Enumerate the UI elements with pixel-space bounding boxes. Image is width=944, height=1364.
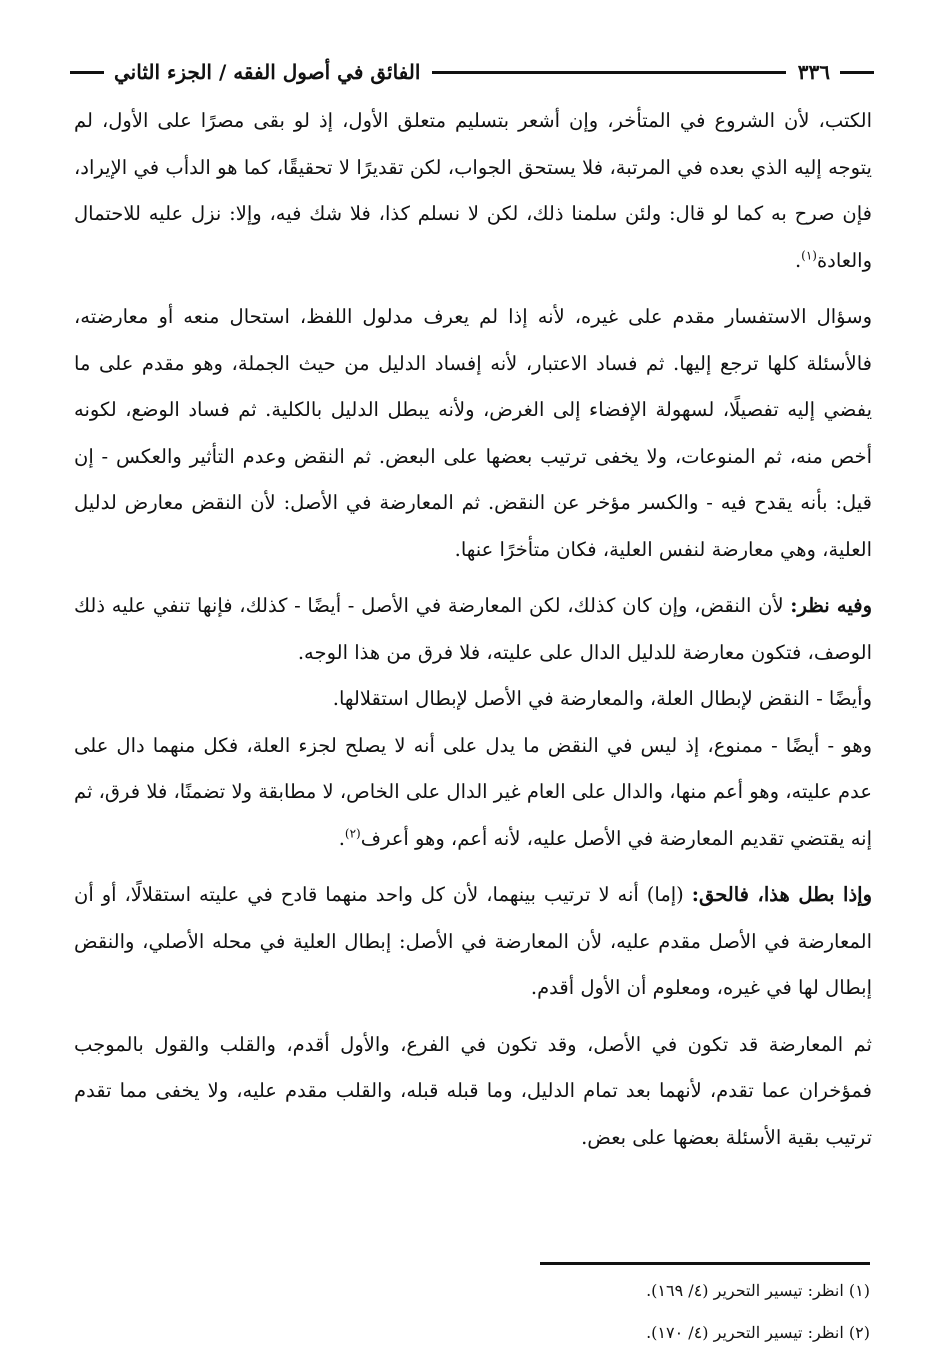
- paragraph-6: [74, 872, 872, 1012]
- footnote-2: (٢) انظر: تيسير التحرير (٤/ ١٧٠).: [646, 1323, 870, 1342]
- header-dash-right: [840, 71, 874, 74]
- paragraph-1-text: الكتب، لأن الشروع في المتأخر، وإن أشعر بتسليم متعلق الأول، إذ لو بقى مصرًا على الأول، لم يتوجه إليه الذي بعده في المرتبة، فلا يستحق الجواب، لكن تقديرًا لا تحقيقًا، كما هو الدأب في الإيراد، فإن صرح به كما لو قال: ولئن سلمنا ذلك، لكن لا نسلم كذا، فلا شك فيه، وإلا: نزل عليه للاحتمال والعادة: [74, 109, 872, 272]
- paragraph-5: [74, 723, 872, 863]
- footnote-rule: [540, 1262, 870, 1265]
- paragraph-3: [74, 583, 872, 676]
- footnote-ref-1: (١): [801, 248, 817, 262]
- header-right: [798, 60, 874, 84]
- header-left: [70, 60, 420, 84]
- paragraph-1-end: .: [794, 248, 802, 272]
- paragraph-6-lead: وإذا بطل هذا، فالحق:: [691, 883, 872, 906]
- paragraph-5-end: .: [338, 826, 345, 850]
- footnote-ref-2: (٢): [344, 826, 361, 840]
- footnotes: [74, 1270, 870, 1354]
- page-body: [74, 98, 872, 1161]
- book-title: الفائق في أصول الفقه / الجزء الثاني: [114, 60, 421, 84]
- header-rule: [432, 71, 785, 74]
- paragraph-7: ثم المعارضة قد تكون في الأصل، وقد تكون في الفرع، والأول أقدم، والقلب والقول بالموجب فمؤخران عما تقدم، لأنهما بعد تمام الدليل، وما قبله قبله، والقلب مقدم عليه، ولا يخفى مما تقدم ترتيب بقية الأسئلة بعضها على بعض.: [74, 1032, 872, 1149]
- paragraph-3-lead: وفيه نظر:: [790, 594, 872, 617]
- page-header: [70, 52, 874, 92]
- paragraph-2: وسؤال الاستفسار مقدم على غيره، لأنه إذا لم يعرف مدلول اللفظ، استحال منعه أو معارضته، فالأسئلة كلها ترجع إليها. ثم فساد الاعتبار، لأنه إفساد الدليل من حيث الجملة، وهو مقدم على ما يفضي إليه تفصيلًا، لسهولة الإفضاء إلى الغرض، ولأنه يبطل الدليل بالكلية. ثم فساد الوضع، لكونه أخص منه، ثم المنوعات، ولا يخفى ترتيب بعضها على البعض. ثم النقض وعدم التأثير والعكس - إن قيل: بأنه يقدح فيه - والكسر مؤخر عن النقض. ثم المعارضة في الأصل: لأن النقض معارض لدليل العلية، وهي معارضة لنفس العلية، فكان متأخرًا عنها.: [74, 305, 872, 561]
- header-dash-left: [70, 71, 104, 74]
- page-number: ٣٣٦: [797, 60, 830, 84]
- paragraph-3-text: لأن النقض، وإن كان كذلك، لكن المعارضة في الأصل - أيضًا - كذلك، فإنها تنفي عليه ذلك الوصف، فتكون معارضة للدليل الدال على عليته، فلا فرق من هذا الوجه.: [74, 594, 872, 664]
- paragraph-5-text: وهو - أيضًا - ممنوع، إذ ليس في النقض ما يدل على أنه لا يصلح لجزء العلة، فكل منهما دال على عدم عليته، وهو أعم منها، والدال على العام غير الدال على الخاص، لا مطابقة ولا تضمنًا، فلا فرق، ثم إنه يقتضي تقديم المعارضة في الأصل عليه، لأنه أعم، وهو أعرف: [74, 733, 872, 850]
- footnote-1: (١) انظر: تيسير التحرير (٤/ ١٦٩).: [646, 1281, 870, 1300]
- paragraph-1: [74, 98, 872, 284]
- paragraph-4: وأيضًا - النقض لإبطال العلة، والمعارضة في الأصل لإبطال استقلالها.: [332, 687, 872, 710]
- paragraph-6-text: (إما) أنه لا ترتيب بينهما، لأن كل واحد منهما قادح في عليته استقلالًا، أو أن المعارضة في الأصل مقدم عليه، لأن المعارضة في الأصل: إبطال العلية في محله الأصلي، والنقض إبطال لها في غيره، ومعلوم أن الأول أقدم.: [74, 883, 872, 999]
